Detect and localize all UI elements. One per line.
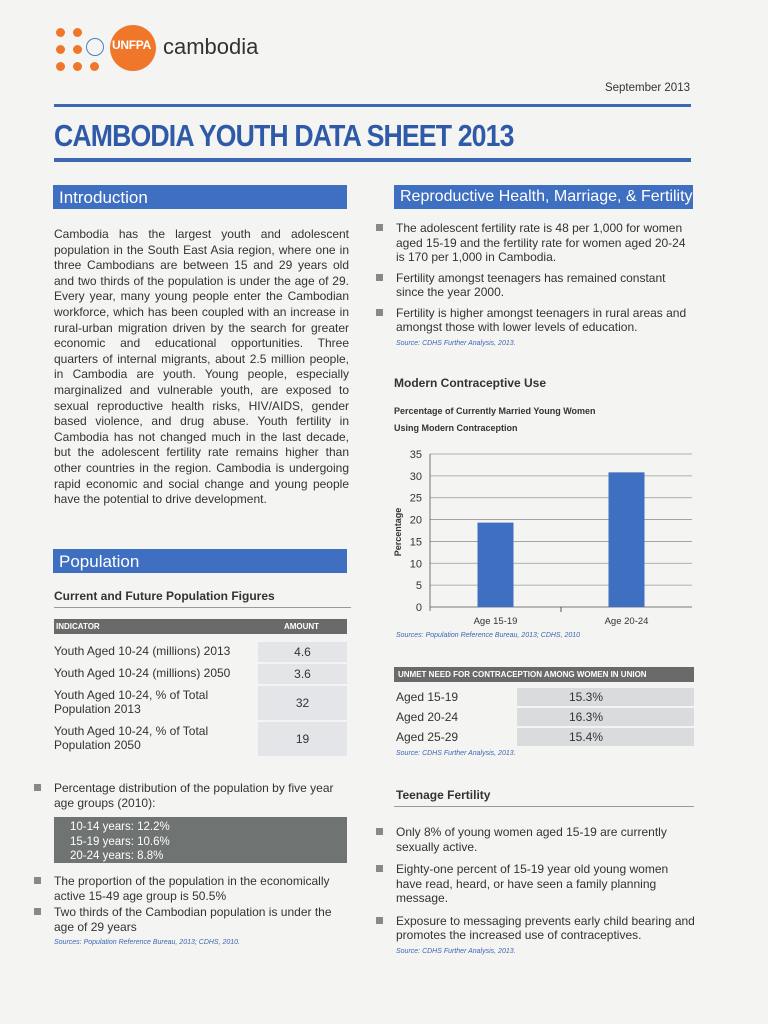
row-label: Youth Aged 10-24, % of Total Population 2050 bbox=[54, 724, 209, 752]
logo-dot bbox=[56, 45, 65, 54]
table-row bbox=[394, 708, 694, 726]
y-tick-label: 10 bbox=[409, 558, 422, 571]
title-rule-top bbox=[54, 104, 691, 107]
table-header-amount: AMOUNT bbox=[283, 622, 320, 631]
y-tick-label: 20 bbox=[409, 514, 422, 527]
introduction-body: Cambodia has the largest youth and adolescent population in the South East Asia region, where one in three Cambodians are between 15 and 29 years old and two thirds of the population is under the age of 29. Every year, many young people enter the Cambodian workforce, which has been coupled with an increase in rural-urban migration driven by the search for greater economic and educational opportunities. Three quarters of internal migrants, about 2.5 million people, in Cambodia are youth. Young people, especially marginalized and vulnerable youth, are exposed to sexual reproductive health risks, HIV/AIDS, gender based violence, and drug abuse. Youth fertility in Cambodia has not changed much in the last decade, but the adolescent fertility rate remains higher than other countries in the region. Cambodia is undergoing rapid economic and social change and young people have the potential to drive development. bbox=[54, 227, 349, 507]
y-tick-label: 30 bbox=[409, 470, 422, 483]
table-header-indicator: INDICATOR bbox=[56, 622, 100, 631]
list-item: The adolescent fertility rate is 48 per 1,000 for women aged 15-19 and the fertility rate for women aged 20-24 is 170 per 1,000 in Cambodia. bbox=[376, 221, 696, 265]
logo-dot bbox=[56, 28, 65, 37]
logo-dot bbox=[73, 45, 82, 54]
unmet-value: 16.3% bbox=[517, 708, 694, 726]
logo-dot bbox=[90, 62, 99, 71]
logo-dot bbox=[73, 28, 82, 37]
row-value: 4.6 bbox=[258, 642, 347, 662]
population-heading: Population bbox=[53, 549, 347, 573]
row-label: Youth Aged 10-24, % of Total Population 2013 bbox=[54, 688, 209, 716]
teenage-rule bbox=[394, 806, 694, 807]
table-row bbox=[54, 722, 347, 758]
distribution-item: 15-19 years: 10.6% bbox=[70, 835, 170, 848]
logo-text: UNFPA bbox=[112, 38, 151, 52]
brand-name: cambodia bbox=[163, 34, 259, 59]
distribution-bullet bbox=[34, 781, 350, 816]
un-globe-icon bbox=[86, 38, 104, 56]
table-row bbox=[54, 686, 347, 722]
teenage-bullets bbox=[376, 825, 696, 959]
unmet-source: Source: CDHS Further Analysis, 2013. bbox=[396, 750, 516, 757]
subheading-rule bbox=[54, 607, 351, 608]
unmet-header: UNMET NEED FOR CONTRACEPTION AMONG WOMEN IN UNION bbox=[394, 667, 694, 682]
unmet-value: 15.4% bbox=[517, 728, 694, 746]
unmet-label: Aged 15-19 bbox=[396, 690, 459, 704]
population-bullets bbox=[34, 874, 350, 951]
unmet-value: 15.3% bbox=[517, 688, 694, 706]
population-subheading: Current and Future Population Figures bbox=[54, 589, 275, 603]
population-table bbox=[54, 619, 347, 758]
list-item: Fertility amongst teenagers has remained constant since the year 2000. bbox=[376, 271, 696, 300]
population-source: Sources: Population Reference Bureau, 2013; CDHS, 2010. bbox=[54, 939, 241, 946]
title-rule-bottom bbox=[54, 158, 691, 162]
list-item: Percentage distribution of the population by five year age groups (2010): bbox=[34, 781, 350, 810]
y-tick-label: 5 bbox=[415, 580, 422, 593]
y-tick-label: 15 bbox=[409, 536, 422, 549]
teenage-heading: Teenage Fertility bbox=[396, 788, 491, 802]
chart-title-line2: Using Modern Contraception bbox=[394, 423, 518, 433]
bar bbox=[478, 523, 514, 607]
distribution-item: 20-24 years: 8.8% bbox=[70, 850, 164, 862]
row-value: 32 bbox=[258, 686, 347, 720]
distribution-item: 10-14 years: 12.2% bbox=[70, 821, 170, 833]
reproductive-source: Source: CDHS Further Analysis, 2013. bbox=[396, 339, 516, 347]
y-tick-label: 25 bbox=[409, 492, 422, 505]
unmet-need-table bbox=[394, 667, 694, 757]
bar bbox=[609, 472, 645, 607]
reproductive-bullets bbox=[376, 221, 696, 351]
table-row bbox=[394, 688, 694, 706]
list-item: Two thirds of the Cambodian population is under the age of 29 years bbox=[34, 905, 350, 934]
table-row bbox=[394, 728, 694, 746]
y-tick-label: 35 bbox=[409, 449, 422, 461]
chart-source: Sources: Population Reference Bureau, 2013; CDHS, 2010 bbox=[396, 632, 581, 639]
x-tick-label: Age 20-24 bbox=[604, 616, 649, 627]
introduction-heading: Introduction bbox=[53, 185, 347, 209]
contraceptive-heading: Modern Contraceptive Use bbox=[394, 376, 547, 390]
page-title: CAMBODIA YOUTH DATA SHEET 2013 bbox=[54, 118, 514, 153]
x-tick-label: Age 15-19 bbox=[473, 616, 518, 627]
list-item: Exposure to messaging prevents early child bearing and promotes the increased use of contraceptives. bbox=[376, 914, 696, 943]
list-item: Fertility is higher amongst teenagers in rural areas and amongst those with lower levels of education. bbox=[376, 306, 696, 335]
row-value: 19 bbox=[258, 722, 347, 756]
list-item: The proportion of the population in the economically active 15-49 age group is 50.5% bbox=[34, 874, 350, 903]
y-axis-label: Percentage bbox=[393, 507, 403, 557]
reproductive-heading: Reproductive Health, Marriage, & Fertility bbox=[394, 185, 693, 209]
contraceptive-chart bbox=[380, 440, 700, 635]
table-header bbox=[54, 619, 347, 634]
teenage-source: Source: CDHS Further Analysis, 2013. bbox=[396, 947, 516, 955]
table-row bbox=[54, 642, 347, 664]
row-label: Youth Aged 10-24 (millions) 2013 bbox=[54, 644, 231, 658]
list-item: Only 8% of young women aged 15-19 are currently sexually active. bbox=[376, 825, 696, 854]
row-value: 3.6 bbox=[258, 664, 347, 684]
row-label: Youth Aged 10-24 (millions) 2050 bbox=[54, 666, 231, 680]
y-tick-label: 0 bbox=[415, 602, 422, 614]
list-item: Eighty-one percent of 15-19 year old young women have read, heard, or have seen a family planning message. bbox=[376, 862, 696, 906]
publication-date: September 2013 bbox=[604, 82, 690, 94]
logo-dot bbox=[56, 62, 65, 71]
distribution-box bbox=[54, 817, 347, 863]
logo-dot bbox=[73, 62, 82, 71]
chart-title-line1: Percentage of Currently Married Young Women bbox=[394, 406, 596, 416]
table-row bbox=[54, 664, 347, 686]
unmet-label: Aged 20-24 bbox=[396, 710, 459, 724]
unmet-label: Aged 25-29 bbox=[396, 730, 459, 744]
